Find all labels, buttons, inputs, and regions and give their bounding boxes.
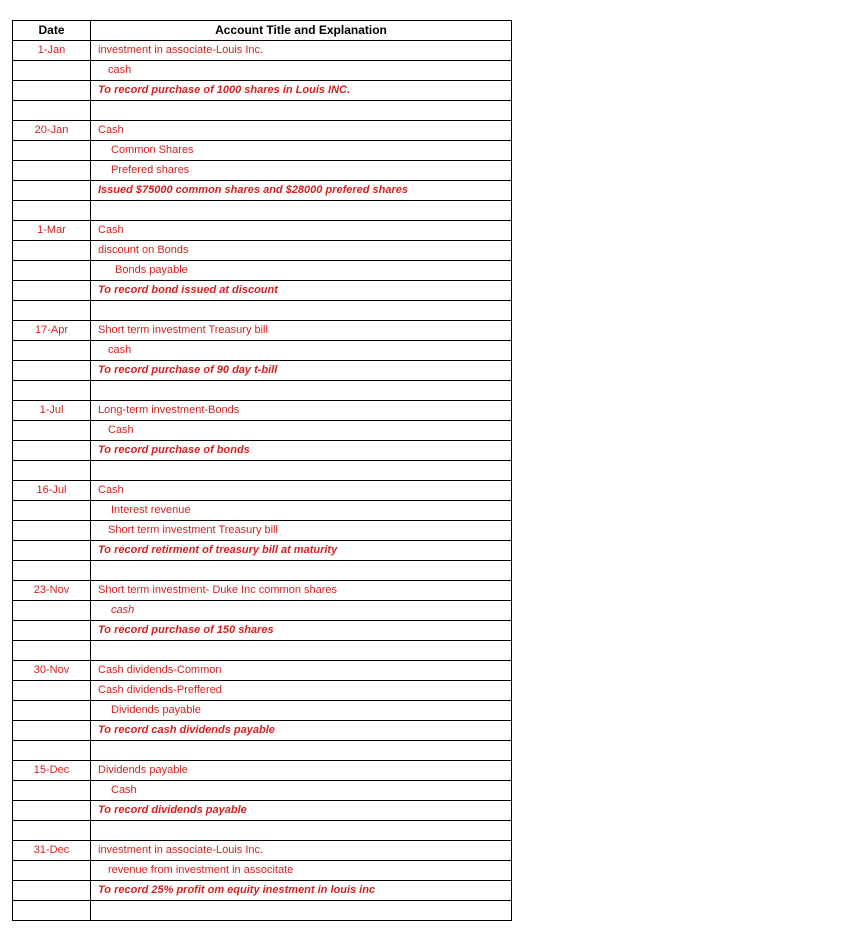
table-row [13, 321, 512, 341]
table-row [13, 621, 512, 641]
account-title: Cash [98, 124, 124, 136]
date-cell [13, 881, 91, 901]
table-row [13, 781, 512, 801]
date-cell: 1-Mar [13, 221, 91, 241]
account-title: cash [111, 604, 135, 616]
date-cell [13, 161, 91, 181]
date-cell [13, 701, 91, 721]
account-cell [91, 381, 512, 401]
date-cell [13, 81, 91, 101]
account-cell [91, 421, 512, 441]
account-title: Short term investment- Duke Inc common shares [98, 584, 338, 596]
explanation-text: To record dividends payable [98, 804, 247, 816]
date-cell [13, 421, 91, 441]
table-row [13, 741, 512, 761]
account-cell [91, 321, 512, 341]
date-cell [13, 621, 91, 641]
account-cell [91, 521, 512, 541]
date-cell: 23-Nov [13, 581, 91, 601]
explanation-cell [91, 801, 512, 821]
header-row [13, 21, 512, 41]
explanation-cell [91, 181, 512, 201]
account-cell [91, 61, 512, 81]
date-cell [13, 901, 91, 921]
table-row [13, 601, 512, 621]
table-row [13, 561, 512, 581]
table-row [13, 341, 512, 361]
account-cell [91, 741, 512, 761]
account-title: Cash [98, 224, 124, 236]
date-cell [13, 501, 91, 521]
account-cell [91, 161, 512, 181]
date-cell [13, 61, 91, 81]
explanation-cell [91, 621, 512, 641]
table-row [13, 101, 512, 121]
account-cell [91, 601, 512, 621]
account-cell [91, 201, 512, 221]
account-title: Dividends payable [98, 764, 188, 776]
table-row [13, 281, 512, 301]
account-title: Dividends payable [111, 704, 201, 716]
account-title: Prefered shares [111, 164, 190, 176]
table-row [13, 721, 512, 741]
account-cell [91, 121, 512, 141]
account-title: investment in associate-Louis Inc. [98, 44, 264, 56]
table-row [13, 821, 512, 841]
account-title: Cash dividends-Common [98, 664, 222, 676]
account-cell [91, 41, 512, 61]
account-title: Short term investment Treasury bill [108, 524, 278, 536]
date-cell: 17-Apr [13, 321, 91, 341]
table-row [13, 221, 512, 241]
table-row [13, 461, 512, 481]
date-cell: 31-Dec [13, 841, 91, 861]
explanation-cell [91, 441, 512, 461]
table-row [13, 181, 512, 201]
account-cell [91, 861, 512, 881]
table-row [13, 261, 512, 281]
date-cell [13, 441, 91, 461]
date-cell [13, 741, 91, 761]
date-cell [13, 461, 91, 481]
table-row [13, 401, 512, 421]
account-title: discount on Bonds [98, 244, 189, 256]
table-row [13, 441, 512, 461]
account-title: Cash [111, 784, 137, 796]
account-cell [91, 681, 512, 701]
explanation-text: To record bond issued at discount [98, 284, 278, 296]
account-cell [91, 301, 512, 321]
account-title: Cash [98, 484, 124, 496]
date-cell: 30-Nov [13, 661, 91, 681]
explanation-text: To record purchase of 150 shares [98, 624, 274, 636]
date-cell [13, 821, 91, 841]
date-cell: 20-Jan [13, 121, 91, 141]
table-row [13, 521, 512, 541]
account-cell [91, 561, 512, 581]
date-cell [13, 281, 91, 301]
date-cell: 16-Jul [13, 481, 91, 501]
date-cell [13, 341, 91, 361]
date-cell [13, 181, 91, 201]
account-cell [91, 481, 512, 501]
table-row [13, 881, 512, 901]
table-row [13, 381, 512, 401]
account-cell [91, 341, 512, 361]
account-title: Long-term investment-Bonds [98, 404, 240, 416]
account-title: investment in associate-Louis Inc. [98, 844, 264, 856]
account-title: Short term investment Treasury bill [98, 324, 268, 336]
table-row [13, 861, 512, 881]
explanation-text: To record 25% profit om equity inestment in louis inc [98, 884, 376, 896]
date-cell [13, 261, 91, 281]
journal-rows [13, 41, 512, 921]
account-title: Common Shares [111, 144, 194, 156]
table-row [13, 701, 512, 721]
explanation-text: To record purchase of bonds [98, 444, 250, 456]
table-row [13, 761, 512, 781]
date-cell [13, 541, 91, 561]
explanation-cell [91, 81, 512, 101]
account-cell [91, 661, 512, 681]
date-cell [13, 601, 91, 621]
account-cell [91, 701, 512, 721]
account-cell [91, 901, 512, 921]
table-row [13, 421, 512, 441]
table-row [13, 161, 512, 181]
table-row [13, 541, 512, 561]
date-cell [13, 861, 91, 881]
date-cell: 15-Dec [13, 761, 91, 781]
date-cell [13, 201, 91, 221]
account-title: Bonds payable [115, 264, 188, 276]
date-cell [13, 301, 91, 321]
explanation-cell [91, 361, 512, 381]
table-row [13, 61, 512, 81]
account-cell [91, 241, 512, 261]
explanation-cell [91, 541, 512, 561]
date-cell [13, 561, 91, 581]
account-cell [91, 401, 512, 421]
explanation-cell [91, 881, 512, 901]
table-row [13, 41, 512, 61]
date-cell [13, 361, 91, 381]
table-row [13, 661, 512, 681]
explanation-cell [91, 281, 512, 301]
date-cell [13, 681, 91, 701]
table-row [13, 81, 512, 101]
date-cell [13, 781, 91, 801]
account-title: Cash [108, 424, 134, 436]
date-cell: 1-Jan [13, 41, 91, 61]
date-cell [13, 141, 91, 161]
explanation-text: To record cash dividends payable [98, 724, 275, 736]
account-cell [91, 221, 512, 241]
date-cell [13, 721, 91, 741]
account-cell [91, 821, 512, 841]
table-row [13, 361, 512, 381]
account-cell [91, 141, 512, 161]
table-row [13, 501, 512, 521]
account-title: revenue from investment in associtate [108, 864, 294, 876]
explanation-text: Issued $75000 common shares and $28000 prefered shares [98, 184, 409, 196]
table-row [13, 841, 512, 861]
table-row [13, 901, 512, 921]
account-cell [91, 781, 512, 801]
account-cell [91, 761, 512, 781]
explanation-cell [91, 721, 512, 741]
date-column-header: Date [13, 21, 91, 41]
account-cell [91, 101, 512, 121]
date-cell [13, 521, 91, 541]
account-title: Cash dividends-Preffered [98, 684, 222, 696]
account-cell [91, 841, 512, 861]
table-row [13, 641, 512, 661]
account-cell [91, 581, 512, 601]
date-cell [13, 801, 91, 821]
explanation-text: To record retirment of treasury bill at maturity [98, 544, 338, 556]
date-cell [13, 241, 91, 261]
date-cell: 1-Jul [13, 401, 91, 421]
table-row [13, 801, 512, 821]
account-cell [91, 641, 512, 661]
date-cell [13, 641, 91, 661]
account-column-header: Account Title and Explanation [91, 21, 512, 41]
explanation-text: To record purchase of 1000 shares in Louis INC. [98, 84, 351, 96]
journal-entries-table [12, 20, 512, 921]
account-cell [91, 461, 512, 481]
table-row [13, 581, 512, 601]
table-row [13, 241, 512, 261]
table-row [13, 301, 512, 321]
account-title: cash [108, 344, 132, 356]
account-title: cash [108, 64, 132, 76]
table-row [13, 681, 512, 701]
date-cell [13, 101, 91, 121]
account-cell [91, 501, 512, 521]
table-row [13, 481, 512, 501]
account-cell [91, 261, 512, 281]
account-title: Interest revenue [111, 504, 191, 516]
table-row [13, 141, 512, 161]
table-row [13, 121, 512, 141]
table-row [13, 201, 512, 221]
date-cell [13, 381, 91, 401]
explanation-text: To record purchase of 90 day t-bill [98, 364, 278, 376]
